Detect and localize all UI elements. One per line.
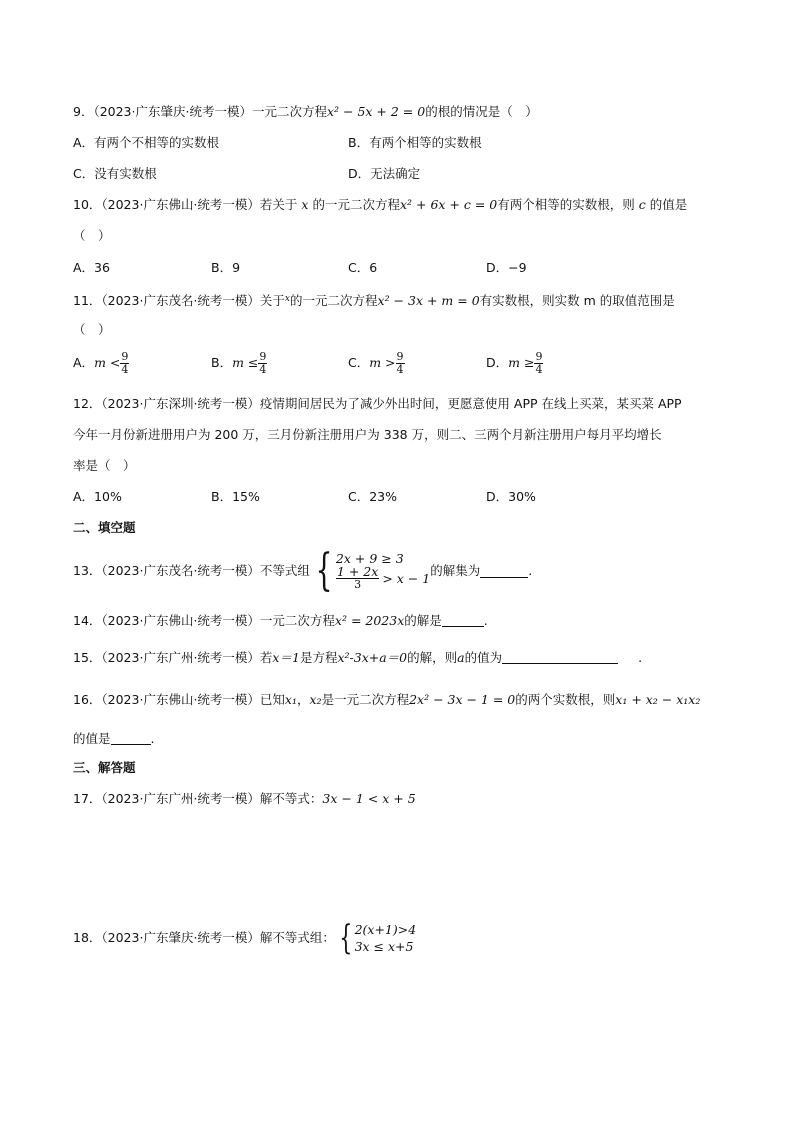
frac-num: 9: [121, 350, 129, 363]
q9-equation: x² − 5x + 2 = 0: [326, 104, 426, 119]
q16-line2: [73, 731, 155, 747]
q12-line1: 12．（2023·广东深圳·统考一模）疫情期间居民为了减少外出时间，更愿意使用 APP 在线上买菜，某买菜 APP: [73, 396, 682, 411]
q13-inequality-system: [310, 545, 431, 596]
q16-equation: 2x² − 3x − 1 = 0: [409, 692, 516, 707]
q13-text: 13．（2023·广东茂名·统考一模）不等式组: [73, 563, 310, 578]
q11-equation: x² − 3x + m = 0: [377, 293, 480, 308]
q10-var: x: [301, 197, 309, 212]
q14-suffix: 的解是: [404, 613, 442, 628]
q11-text: 11．（2023·广东茂名·统考一模）关于: [73, 293, 285, 308]
q10-option-c: C．6: [348, 260, 378, 275]
q15-mid: 是方程: [299, 650, 338, 665]
answer-blank[interactable]: [502, 651, 618, 664]
q11-paren: （ ）: [73, 322, 111, 337]
q14-equation: x² = 2023x: [334, 613, 405, 628]
q13-row1: 2x + 9 ≥ 3: [335, 551, 404, 566]
q12-line3: 率是（ ）: [73, 458, 136, 473]
q11-a-label: A．: [73, 355, 95, 370]
q12-line2: 今年一月份新进册用户为 200 万，三月份新注册用户为 338 万，则二、三两个月新注册用户每月平均增长: [73, 427, 662, 442]
q16-line2-text: 的值是: [73, 731, 111, 746]
frac-den: 4: [396, 363, 404, 376]
answer-blank[interactable]: [111, 732, 151, 745]
q11-b-label: B．: [211, 355, 233, 370]
q16-x1: x₁: [284, 692, 297, 707]
q11-option-b: [211, 351, 267, 376]
brace-icon: {: [339, 918, 353, 958]
question-15: [73, 650, 642, 666]
q11-a-rel: m <: [94, 355, 121, 370]
q18-row2: 3x ≤ x+5: [354, 939, 414, 954]
q15-suffix: 的值为: [464, 650, 503, 665]
q11-mid: 的一元二次方程: [290, 293, 378, 308]
q11-c-rel: m >: [369, 355, 396, 370]
q10-text: 10．（2023·广东佛山·统考一模）若关于: [73, 197, 298, 212]
q15-end: .: [638, 650, 643, 665]
brace-icon: {: [315, 545, 333, 596]
frac-den: 4: [259, 363, 267, 376]
q16-text: 16．（2023·广东佛山·统考一模）已知: [73, 692, 285, 707]
answer-blank[interactable]: [480, 565, 528, 578]
question-17: [73, 791, 416, 807]
section-fill-blank-heading: 二、填空题: [73, 520, 136, 535]
q11-option-d: [486, 351, 543, 376]
q9-option-d: D．无法确定: [348, 166, 421, 181]
question-11: [73, 291, 675, 309]
q15-cond: x＝1: [272, 650, 300, 665]
q9-suffix: 的根的情况是（ ）: [425, 104, 538, 119]
q11-d-label: D．: [486, 355, 509, 370]
q10-suffix1: 有两个相等的实数根，则: [497, 197, 635, 212]
q15-equation: x²-3x+a＝0: [337, 650, 408, 665]
question-10: [73, 197, 687, 213]
q12-option-a: A．10%: [73, 489, 122, 504]
q10-c: c: [638, 197, 646, 212]
q12-option-c: C．23%: [348, 489, 398, 504]
frac-num: 1 + 2x: [336, 564, 379, 579]
q14-end: .: [483, 613, 488, 628]
q18-text: 18．（2023·广东肇庆·统考一模）解不等式组：: [73, 930, 335, 945]
q10-option-d: D．−9: [486, 260, 527, 275]
q11-option-a: [73, 351, 129, 376]
q9-text: 9．（2023·广东肇庆·统考一模）一元二次方程: [73, 104, 327, 119]
q12-option-b: B．15%: [211, 489, 260, 504]
q11-c-label: C．: [348, 355, 370, 370]
q10-equation: x² + 6x + c = 0: [399, 197, 498, 212]
q10-paren: （ ）: [73, 228, 111, 243]
q18-rows: [355, 921, 417, 955]
q11-c-fraction: [396, 351, 405, 376]
q17-text: 17．（2023·广东广州·统考一模）解不等式：: [73, 791, 323, 806]
frac-num: 9: [535, 350, 543, 363]
q11-suffix: 有实数根，则实数 m 的取值范围是: [479, 293, 675, 308]
section-answer-heading: 三、解答题: [73, 760, 136, 775]
frac-num: 9: [259, 350, 267, 363]
q15-text: 15．（2023·广东广州·统考一模）若: [73, 650, 273, 665]
q16-suffix: 的两个实数根，则: [515, 692, 616, 707]
frac-den: 4: [121, 363, 129, 376]
question-14: [73, 613, 488, 629]
q13-suffix: 的解集为: [430, 563, 481, 578]
q13-rhs: > x − 1: [382, 571, 431, 586]
q18-row1: 2(x+1)>4: [354, 922, 417, 937]
frac-num: 9: [396, 350, 404, 363]
q16-end: .: [150, 731, 155, 746]
q10-option-a: A．36: [73, 260, 110, 275]
q11-a-fraction: [120, 351, 129, 376]
q10-mid: 的一元二次方程: [312, 197, 400, 212]
q16-x2: x₂: [309, 692, 322, 707]
q11-var: x: [284, 294, 290, 304]
q17-inequality: 3x − 1 < x + 5: [322, 791, 416, 806]
question-9: [73, 104, 538, 120]
q11-b-fraction: [258, 351, 267, 376]
q16-sep: ，: [296, 692, 310, 707]
q9-option-a: A．有两个不相等的实数根: [73, 135, 220, 150]
q11-option-c: [348, 351, 405, 376]
q13-end: .: [528, 563, 533, 578]
q9-option-c: C．没有实数根: [73, 166, 157, 181]
q14-text: 14．（2023·广东佛山·统考一模）一元二次方程: [73, 613, 335, 628]
q13-rows: [336, 551, 430, 591]
q11-d-fraction: [534, 351, 543, 376]
question-16: [73, 692, 700, 708]
q9-option-b: B．有两个相等的实数根: [348, 135, 482, 150]
q15-mid2: 的解，则: [407, 650, 458, 665]
q11-b-rel: m ≤: [232, 355, 259, 370]
q10-suffix2: 的值是: [649, 197, 688, 212]
answer-blank[interactable]: [442, 614, 484, 627]
q10-option-b: B．9: [211, 260, 241, 275]
question-13: [73, 547, 532, 595]
q11-d-rel: m ≥: [508, 355, 535, 370]
q16-mid: 是一元二次方程: [321, 692, 410, 707]
frac-den: 4: [535, 363, 543, 376]
q15-a: a: [457, 650, 465, 665]
q13-row2: [336, 566, 430, 591]
q12-option-d: D．30%: [486, 489, 536, 504]
frac-den: 3: [354, 578, 362, 591]
question-18: [73, 920, 416, 956]
q18-inequality-system: [335, 918, 417, 958]
q16-expr: x₁ + x₂ − x₁x₂: [615, 692, 701, 707]
q13-fraction: [336, 566, 379, 591]
